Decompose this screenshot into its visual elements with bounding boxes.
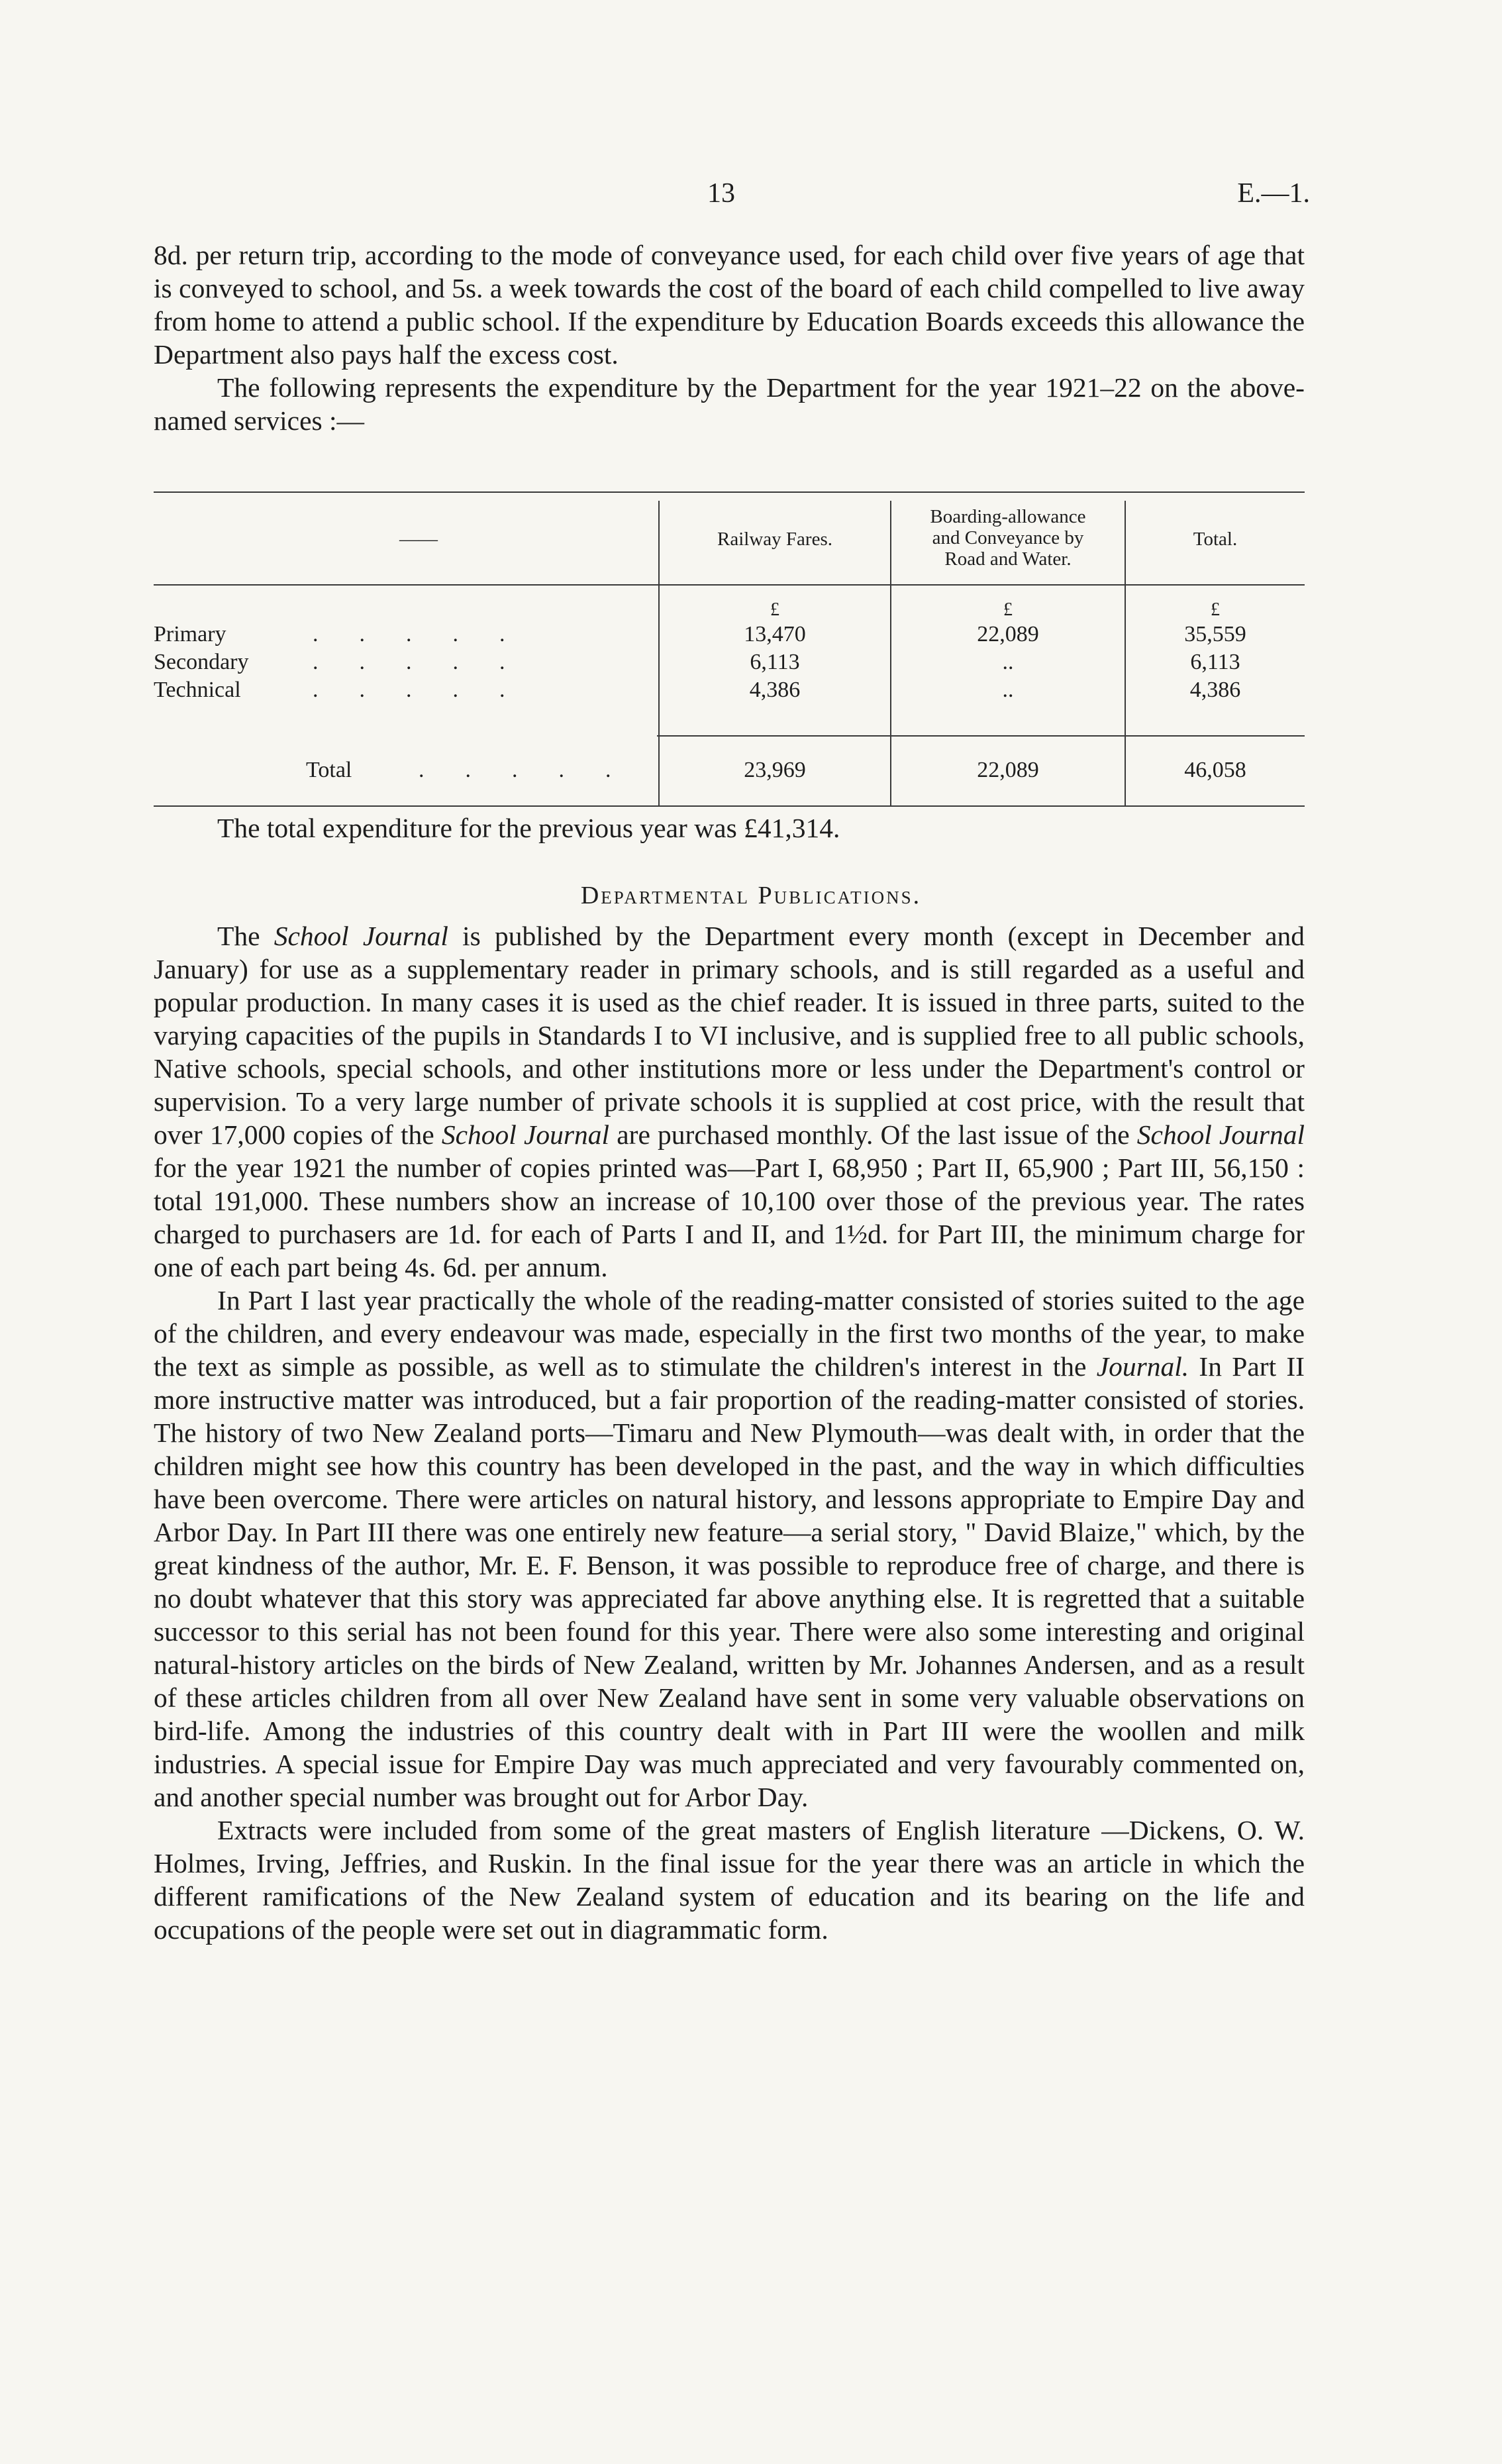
leader-dots: ..... [313,622,546,646]
text-run: are purchased monthly. Of the last issue of the [609,1119,1137,1150]
paragraph [154,919,1305,1284]
header-railway: Railway Fares. [717,529,832,550]
header-rule [154,584,1305,586]
currency-mark: £ [1003,599,1013,620]
journal-title: Journal. [1096,1351,1189,1382]
row-label-primary: Primary [154,622,226,646]
cell-total: 35,559 [1184,622,1246,646]
cell-total: 6,113 [1190,650,1240,674]
subtotal-rule [657,735,1305,737]
currency-mark: £ [1211,599,1220,620]
cell-boarding: 22,089 [977,622,1039,646]
paragraph: The total expenditure for the previous year was £41,314. [217,813,840,843]
intro-text [154,238,1305,437]
paragraph [154,1284,1305,1814]
cell-total: 4,386 [1189,678,1241,702]
cell-railway: 6,113 [750,650,800,674]
row-label-secondary: Secondary [154,650,249,674]
leader-dots: ..... [313,650,546,674]
journal-title: School Journal [1136,1119,1305,1150]
paragraph: The following represents the expenditure by the Department for the year 1921–22 on the above-named services :— [154,372,1305,436]
header-boarding-line: Boarding-allowance [930,506,1086,527]
header-total: Total. [1193,529,1238,550]
text-run: The [217,921,274,951]
cell-boarding-total: 22,089 [977,758,1039,782]
leader-dots: ..... [313,678,546,702]
cell-railway: 13,470 [744,622,806,646]
cell-boarding: .. [1002,650,1014,674]
text-run: for the year 1921 the number of copies printed was—Part I, 68,950 ; Part II, 65,900 ; Part III, 56,150 : total 191,000. These numbers show an increase of 10,100 over those of the previous year. The rates charged to purchasers are 1d. for each of Parts I and II, and 1½d. for Part III, the minimum charge for one of each part being 4s. 6d. per annum. [154,1153,1305,1282]
header-boarding-line: Road and Water. [944,548,1072,570]
journal-title: School Journal [441,1119,610,1150]
paragraph: Extracts were included from some of the great masters of English literature —Dickens, O. W. Holmes, Irving, Jeffries, and Ruskin. In the final issue for the year there was an article in which the different ramifications of the New Zealand system of education and its bearing on the life and occupations of the people were set out in diagrammatic form. [154,1815,1305,1945]
journal-title: School Journal [274,921,448,951]
page-header [0,178,1502,217]
text-run: In Part II more instructive matter was introduced, but a fair proportion of the reading-matter consisted of stories. The history of two New Zealand ports—Timaru and New Plymouth—was dealt with, in order that the children might see how this country has been developed in the past, and the way in which difficulties have been overcome. There were articles on natural history, and lessons appropriate to Empire Day and Arbor Day. In Part III there was one entirely new feature—a serial story, " David Blaize," which, by the great kindness of the author, Mr. E. F. Benson, it was possible to reproduce free of charge, and there is no doubt whatever that this story was appreciated far above anything else. It is regretted that a suitable successor to this serial has not been found for this year. There were also some interesting and original natural-history articles on the birds of New Zealand, written by Mr. Johannes Andersen, and as a result of these articles children from all over New Zealand have sent in some very valuable observations on bird-life. Among the industries of this country dealt with in Part III were the woollen and milk industries. A special issue for Empire Day was much appreciated and very favourably commented on, and another special number was brought out for Arbor Day. [154,1351,1305,1812]
currency-mark: £ [770,599,779,620]
section-heading: Departmental Publications. [580,882,922,909]
publications-text [154,919,1305,1946]
cell-railway: 4,386 [749,678,801,702]
header-boarding-line: and Conveyance by [932,527,1084,548]
header-boarding [891,506,1125,570]
table-top-rule [154,491,1305,493]
row-label-total: Total [306,758,352,782]
expenditure-table [154,491,1305,809]
table-bottom-rule [154,805,1305,807]
cell-grand-total: 46,058 [1184,758,1246,782]
text-run: is published by the Department every month (except in December and January) for use as a supplementary reader in primary schools, and is still regarded as a useful and popular production. In many cases it is used as the chief reader. It is issued in three parts, suited to the varying capacities of the pupils in Standards I to VI inclusive, and is supplied free to all public schools, Native schools, special schools, and other institutions more or less under the Department's control or supervision. To a very large number of private schools it is supplied at cost price, with the result that over 17,000 copies of the [154,921,1305,1150]
row-label-technical: Technical [154,678,241,702]
header-blank: —— [399,529,438,550]
page-number: 13 [707,178,735,209]
paragraph: 8d. per return trip, according to the mode of conveyance used, for each child over five years of age that is conveyed to school, and 5s. a week towards the cost of the board of each child compelled to live away from home to attend a public school. If the expenditure by Education Boards exceeds this allowance the Department also pays half the excess cost. [154,240,1305,370]
document-code: E.—1. [1237,178,1310,209]
cell-boarding: .. [1002,678,1014,702]
previous-year-note [154,811,1305,845]
text-run: In Part I last year practically the whole of the reading-matter consisted of stories suited to the age of the children, and every endeavour was made, especially in the first two months of the year, to make the text as simple as possible, as well as to stimulate the children's interest in the [154,1285,1305,1382]
cell-railway-total: 23,969 [744,758,806,782]
leader-dots: ..... [419,758,652,782]
